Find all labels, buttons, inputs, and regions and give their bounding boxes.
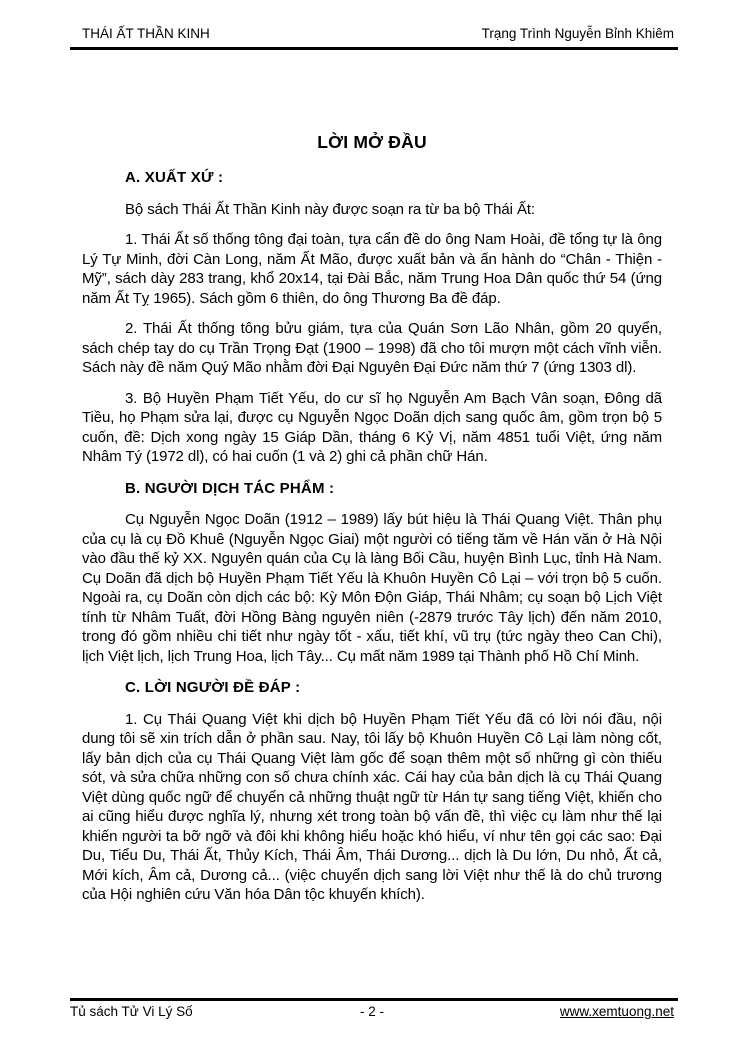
section-heading-b: B. NGƯỜI DỊCH TÁC PHẨM : xyxy=(125,479,335,497)
running-header xyxy=(70,26,678,50)
page-title: LỜI MỞ ĐẦU xyxy=(317,132,427,152)
paragraph: 2. Thái Ất thống tông bửu giám, tựa của Quán Sơn Lão Nhân, gồm 20 quyển, sách chép tay do cụ Trần Trọng Đạt (1900 – 1998) đã cho tôi mượn một cách vĩnh viễn. Sách này đề năm Quý Mão nhằm đời Đại Nguyên Đại Đức năm thứ 7 (ứng 1303 dl). xyxy=(82,320,662,376)
section-heading-c: C. LỜI NGƯỜI ĐỀ ĐÁP : xyxy=(125,679,301,696)
paragraph: 1. Thái Ất số thống tông đại toàn, tựa cẩn đề do ông Nam Hoài, đề tổng tự là ông Lý Tự Minh, đời Càn Long, năm Ất Mão, được xuất bản và ấn hành do “Chân - Thiện - Mỹ”, sách dày 283 trang, khổ 20x14, tại Đài Bắc, năm Trung Hoa Dân quốc thứ 54 (ứng năm Ất Tỵ 1965). Sách gồm 6 thiên, do ông Thương Ba đề đáp. xyxy=(82,231,662,307)
running-footer xyxy=(70,998,678,1020)
footer-website-link[interactable]: www.xemtuong.net xyxy=(559,1004,674,1019)
page-content xyxy=(82,131,662,916)
header-book-title: THÁI ẤT THẦN KINH xyxy=(82,26,210,41)
header-author-name: Trạng Trình Nguyễn Bỉnh Khiêm xyxy=(481,26,674,41)
footer-page-number: - 2 - xyxy=(359,1004,384,1019)
paragraph: 3. Bộ Huyền Phạm Tiết Yếu, do cư sĩ họ Nguyễn Am Bạch Vân soạn, Đông dã Tiều, họ Phạm sửa lại, được cụ Nguyễn Ngọc Doãn dịch sang quốc âm, gồm trọn bộ 5 cuốn, đề: Dịch xong ngày 15 Giáp Dần, tháng 6 Kỷ Vị, năm 4851 tuổi Việt, ứng năm Nhâm Tý (1972 dl), có hai cuốn (1 và 2) ghi cả phần chữ Hán. xyxy=(82,389,662,465)
section-heading-a: A. XUẤT XỨ : xyxy=(125,169,224,186)
paragraph: Bộ sách Thái Ất Thần Kinh này được soạn ra từ ba bộ Thái Ất: xyxy=(125,200,535,218)
paragraph: 1. Cụ Thái Quang Việt khi dịch bộ Huyền Phạm Tiết Yếu đã có lời nói đầu, nội dung tôi sẽ xin trích dẫn ở phần sau. Nay, tôi lấy bộ Khuôn Huyền Cô Lại làm nòng cốt, lấy bản dịch của cụ Thái Quang Việt làm gốc để soạn thêm một số những gì còn thiếu sót, và sửa chữa những con số chưa chính xác. Cái hay của bản dịch là cụ Thái Quang Việt dùng quốc ngữ để chuyển cả những thuật ngữ từ Hán tự sang tiếng Việt, khiến cho ai cũng hiểu được nghĩa lý, nhưng xét trong toàn bộ vấn đề, thì việc cụ làm như thế lại khiến người ta bỡ ngỡ và đôi khi không hiểu hoặc khó hiểu, ví như tên gọi các sao: Đại Du, Tiểu Du, Thái Ất, Thủy Kích, Thái Âm, Thái Dương... dịch là Du lớn, Du nhỏ, Ất cả, Mới kích, Âm cả, Dương cả... (việc chuyển dịch sang lời Việt như thế là do chủ trương của Hội nghiên cứu Văn hóa Dân tộc khuyến khích). xyxy=(82,710,662,903)
paragraph: Cụ Nguyễn Ngọc Doãn (1912 – 1989) lấy bút hiệu là Thái Quang Việt. Thân phụ của cụ là cụ Đồ Khuê (Nguyễn Ngọc Giai) một người có tiếng tăm về Hán văn ở Hà Nội vào đầu thế kỷ XX. Nguyên quán của Cụ là làng Bối Cầu, huyện Bình Lục, tỉnh Hà Nam. Cụ Doãn đã dịch bộ Huyền Phạm Tiết Yếu là Khuôn Huyền Cô Lại – với trọn bộ 5 cuốn. Ngoài ra, cụ Doãn còn dịch các bộ: Kỳ Môn Độn Giáp, Thái Nhâm; cụ soạn bộ Lịch Việt tính từ Nhâm Tuất, đời Hồng Bàng nguyên niên (-2879 trước Tây lịch) đến năm 2010, trong đó gồm nhiều chi tiết như ngày tốt - xấu, tiết khí, vũ trụ (tức ngày theo Can Chi), lịch Việt lịch, lịch Trung Hoa, lịch Tây... Cụ mất năm 1989 tại Thành phố Hồ Chí Minh. xyxy=(82,511,662,665)
footer-series-name: Tủ sách Tử Vi Lý Số xyxy=(70,1004,193,1019)
